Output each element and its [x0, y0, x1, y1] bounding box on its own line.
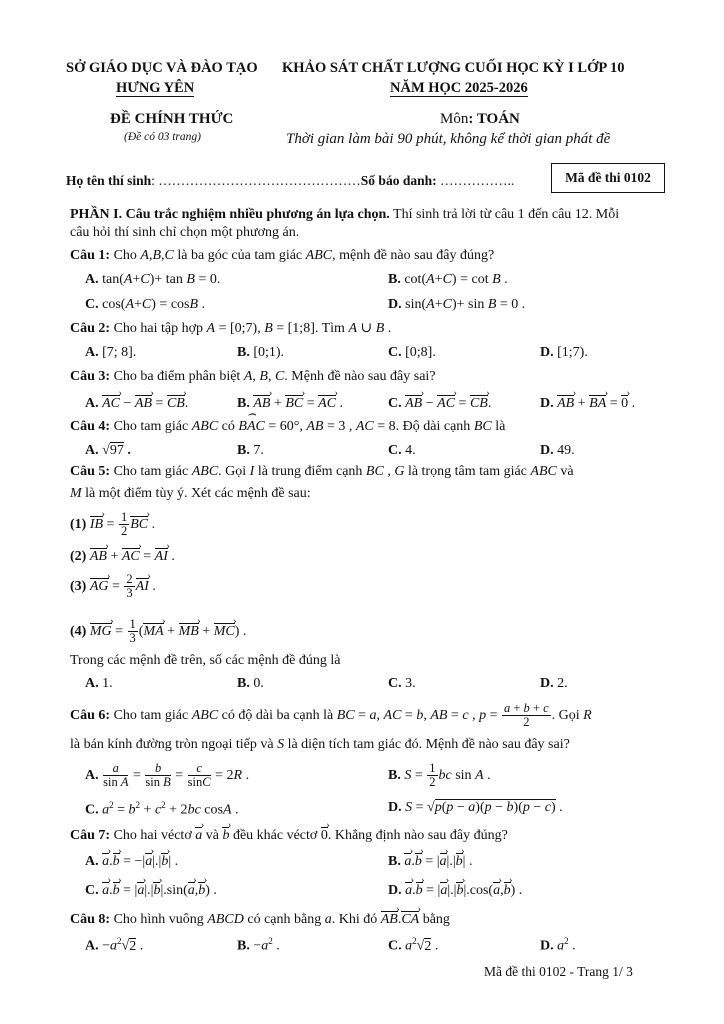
q5-conclusion: Trong các mệnh đề trên, số các mệnh đề đúng là	[70, 653, 341, 668]
q5-option-a[interactable]: A. 1.	[85, 676, 113, 691]
q4-option-c[interactable]: C. 4.	[388, 443, 416, 458]
q7-option-b[interactable]: B. a ›.b › = |a ›|.|b ›| .	[388, 854, 472, 870]
q7-option-c[interactable]: C. a ›.b › = |a ›|.|b ›|.sin(a ›,b ›) .	[85, 883, 217, 899]
exam-code-box: Mã đề thi 0102	[551, 163, 665, 193]
q5-statement-2: (2) AB › + AC › = AI › .	[70, 549, 175, 565]
q6-option-a[interactable]: A. $\frac{a}{\text{sin A}}$ = $\frac{b}{\text{sin B}}$ = $\frac{c}{\sin C}$ = 2R .	[85, 761, 250, 790]
q8-option-d[interactable]: D. $a^2$ .	[540, 936, 576, 954]
question-8: Câu 8: Cho hình vuông ABCD có cạnh bằng a. Khi đó AB ›.CA › bằng	[70, 912, 450, 928]
question-5-line2: M là một điểm tùy ý. Xét các mệnh đề sau:	[70, 486, 311, 501]
q3-option-d[interactable]: D. AB › + BA › = 0 › .	[540, 396, 635, 412]
q5-statement-4: (4) MG › = $\frac{1}{3}$ (MA › + MB › + MC ›) .	[70, 618, 246, 645]
q3-option-c[interactable]: C. AB › − AC › = CB ›.	[388, 396, 491, 412]
q5-option-d[interactable]: D. 2.	[540, 676, 568, 691]
q6-option-c[interactable]: C. $a^2 = b^2 + c^2 + 2bc$ cosA .	[85, 800, 239, 818]
q1-option-c[interactable]: C. cos(A+C) = cosB .	[85, 297, 206, 312]
student-name-line: Họ tên thí sinh: ………………………………………Số báo danh: ……………..	[66, 173, 515, 188]
question-5: Câu 5: Cho tam giác ABC. Gọi I là trung điểm cạnh BC , G là trọng tâm tam giác ABC và	[70, 464, 574, 479]
question-6-line2: là bán kính đường tròn ngoại tiếp và S là diện tích tam giác đó. Mệnh đề nào sau đây sai?	[70, 737, 570, 752]
q6-option-d[interactable]: D. S = √p(p − a)(p − b)(p − c) .	[388, 800, 563, 815]
time-note: Thời gian làm bài 90 phút, không kể thời gian phát đề	[286, 131, 611, 147]
q2-option-d[interactable]: D. [1;7).	[540, 345, 588, 360]
question-3: Câu 3: Cho ba điểm phân biệt A, B, C. Mệnh đề nào sau đây sai?	[70, 369, 436, 384]
q2-option-a[interactable]: A. [7; 8].	[85, 345, 137, 360]
exam-title: KHẢO SÁT CHẤT LƯỢNG CUỐI HỌC KỲ I LỚP 10	[282, 60, 625, 76]
q6-option-b[interactable]: B. S = $\frac{1}{2}$ bc sin A .	[388, 761, 491, 790]
q3-option-a[interactable]: A. AC › − AB › = CB ›.	[85, 396, 188, 412]
q5-option-b[interactable]: B. 0.	[237, 676, 264, 691]
q2-option-b[interactable]: B. [0;1).	[237, 345, 285, 360]
q5-statement-3: (3) AG › = $\frac{2}{3}$ AI › .	[70, 573, 156, 600]
q4-option-b[interactable]: B. 7.	[237, 443, 264, 458]
q8-option-c[interactable]: C. $a^2√2$ .	[388, 936, 439, 954]
q5-option-c[interactable]: C. 3.	[388, 676, 416, 691]
department-name: SỞ GIÁO DỤC VÀ ĐÀO TẠO	[66, 60, 258, 76]
question-2: Câu 2: Cho hai tập hợp A = [0;7), B = [1;8]. Tìm A ∪ B .	[70, 321, 392, 336]
question-1: Câu 1: Cho A,B,C là ba góc của tam giác ABC, mệnh đề nào sau đây đúng?	[70, 248, 495, 263]
q7-option-d[interactable]: D. a ›.b › = |a ›|.|b ›|.cos(a ›,b ›) .	[388, 883, 522, 899]
province-name: HƯNG YÊN	[116, 80, 195, 96]
pages-note: (Đề có 03 trang)	[124, 131, 201, 143]
q7-option-a[interactable]: A. a ›.b › = −|a ›|.|b ›| .	[85, 854, 178, 870]
q8-option-b[interactable]: B. $-a^2$ .	[237, 936, 280, 954]
page-footer: Mã đề thi 0102 - Trang 1/ 3	[484, 964, 633, 979]
part1-heading: PHẦN I. Câu trắc nghiệm nhiều phương án lựa chọn. Thí sinh trả lời từ câu 1 đến câu 12. Mỗi	[70, 207, 620, 222]
q5-statement-1: (1) IB › = $\frac{1}{2}$ BC › .	[70, 511, 155, 538]
q4-option-a[interactable]: A. √97 .	[85, 443, 131, 458]
q1-option-a[interactable]: A. tan(A+C)+ tan B = 0.	[85, 272, 221, 287]
part1-intro: câu hỏi thí sinh chỉ chọn một phương án.	[70, 225, 300, 240]
question-4: Câu 4: Cho tam giác ABC có ⌢ BAC = 60°, AB = 3 , AC = 8. Độ dài cạnh BC là	[70, 419, 505, 435]
q1-option-b[interactable]: B. cot(A+C) = cot B .	[388, 272, 508, 287]
question-7: Câu 7: Cho hai véctơ a › và b › đều khác véctơ 0 ›. Khẳng định nào sau đây đúng?	[70, 828, 508, 844]
school-year: NĂM HỌC 2025-2026	[390, 80, 528, 96]
question-6: Câu 6: Cho tam giác ABC có độ dài ba cạnh là BC = a, AC = b, AB = c , p = $\frac{a + b + c}{2}$ . Gọi R	[70, 701, 592, 730]
q1-option-d[interactable]: D. sin(A+C)+ sin B = 0 .	[388, 297, 526, 312]
official-label: ĐỀ CHÍNH THỨC	[110, 111, 234, 127]
q2-option-c[interactable]: C. [0;8].	[388, 345, 436, 360]
q8-option-a[interactable]: A. $-a^2√2$ .	[85, 936, 144, 954]
subject-line: Môn: TOÁN	[440, 111, 520, 127]
q3-option-b[interactable]: B. AB › + BC › = AC › .	[237, 396, 343, 412]
q4-option-d[interactable]: D. 49.	[540, 443, 575, 458]
